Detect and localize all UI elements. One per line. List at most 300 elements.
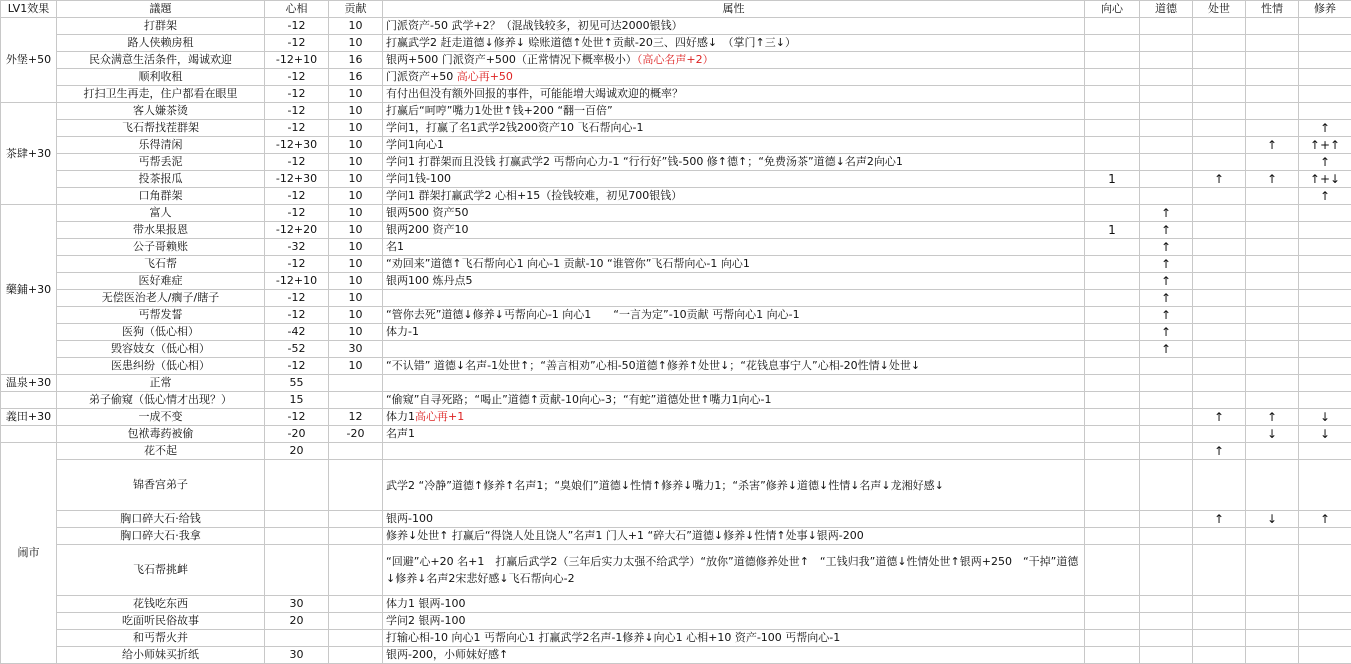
xin-cell: 20 [265, 613, 329, 630]
stat-cell-a5 [1299, 375, 1351, 392]
gx-cell [329, 647, 383, 664]
stat-cell-a4: ↑ [1246, 171, 1299, 188]
stat-cell-a2: ↑ [1140, 239, 1193, 256]
attr-cell [383, 154, 1085, 171]
group-cell [1, 392, 57, 409]
xin-cell: -12 [265, 358, 329, 375]
stat-cell-a5: ↓ [1299, 409, 1351, 426]
stat-cell-a2 [1140, 188, 1193, 205]
topic-cell: 路人侠赖房租 [57, 35, 265, 52]
stat-cell-a5: ↑ [1299, 120, 1351, 137]
table-row [1, 137, 1351, 154]
topic-cell: 医患纠纷（低心相） [57, 358, 265, 375]
stat-cell-a2: ↑ [1140, 273, 1193, 290]
stat-cell-a2: ↑ [1140, 290, 1193, 307]
stat-cell-a2 [1140, 613, 1193, 630]
attr-text: 体力1 银两-100 [386, 597, 465, 610]
gx-cell [329, 511, 383, 528]
stat-cell-a1 [1085, 205, 1140, 222]
attr-cell [383, 392, 1085, 409]
stat-cell-a5 [1299, 18, 1351, 35]
topic-cell: 毁容妓女（低心相） [57, 341, 265, 358]
stat-cell-a5 [1299, 630, 1351, 647]
stat-cell-a1 [1085, 409, 1140, 426]
stat-cell-a2: ↑ [1140, 307, 1193, 324]
stat-cell-a3 [1193, 52, 1246, 69]
stat-cell-a5 [1299, 103, 1351, 120]
stat-cell-a3 [1193, 545, 1246, 596]
stat-cell-a1 [1085, 528, 1140, 545]
stat-cell-a3 [1193, 528, 1246, 545]
topic-cell: 花钱吃东西 [57, 596, 265, 613]
stat-cell-a2 [1140, 35, 1193, 52]
stat-cell-a3 [1193, 120, 1246, 137]
stat-cell-a4 [1246, 613, 1299, 630]
attr-cell [383, 120, 1085, 137]
stat-cell-a2: ↑ [1140, 222, 1193, 239]
stat-cell-a4 [1246, 86, 1299, 103]
gx-cell [329, 375, 383, 392]
table-row [1, 647, 1351, 664]
table-row [1, 545, 1351, 596]
stat-cell-a2: ↑ [1140, 256, 1193, 273]
stat-cell-a5 [1299, 528, 1351, 545]
stat-cell-a3 [1193, 35, 1246, 52]
xin-cell: -12 [265, 307, 329, 324]
attr-text: 银两100 炼丹点5 [386, 274, 473, 287]
stat-cell-a5 [1299, 545, 1351, 596]
stat-cell-a1 [1085, 35, 1140, 52]
stat-cell-a5 [1299, 613, 1351, 630]
gx-cell [329, 630, 383, 647]
topic-cell: 投茶报瓜 [57, 171, 265, 188]
topic-cell: 带水果报恩 [57, 222, 265, 239]
header-a5: 修养 [1299, 1, 1351, 18]
stat-cell-a4 [1246, 647, 1299, 664]
stat-cell-a2: ↑ [1140, 341, 1193, 358]
attr-text: 门派资产+50 [386, 70, 457, 83]
stat-cell-a4: ↑ [1246, 409, 1299, 426]
stat-cell-a1 [1085, 596, 1140, 613]
attr-text: 学问1钱-100 [386, 172, 451, 185]
stat-cell-a3 [1193, 613, 1246, 630]
table-row [1, 324, 1351, 341]
stat-cell-a5: ↑+↓ [1299, 171, 1351, 188]
stat-cell-a3 [1193, 290, 1246, 307]
attr-text: 体力-1 [386, 325, 419, 338]
stat-cell-a3 [1193, 358, 1246, 375]
attr-cell [383, 222, 1085, 239]
gx-cell [329, 545, 383, 596]
table-row [1, 375, 1351, 392]
stat-cell-a4 [1246, 290, 1299, 307]
stat-cell-a4 [1246, 375, 1299, 392]
stat-cell-a1 [1085, 341, 1140, 358]
table-row [1, 205, 1351, 222]
xin-cell: -12 [265, 69, 329, 86]
gx-cell: 10 [329, 120, 383, 137]
stat-cell-a5 [1299, 341, 1351, 358]
stat-cell-a1 [1085, 460, 1140, 511]
table-row [1, 69, 1351, 86]
gx-cell: 10 [329, 188, 383, 205]
stat-cell-a3 [1193, 239, 1246, 256]
attr-cell [383, 137, 1085, 154]
stat-cell-a4 [1246, 307, 1299, 324]
gx-cell: 10 [329, 273, 383, 290]
table-row [1, 52, 1351, 69]
table-row [1, 188, 1351, 205]
topic-cell: 和丐帮火并 [57, 630, 265, 647]
xin-cell: -12 [265, 86, 329, 103]
stat-cell-a5: ↓ [1299, 426, 1351, 443]
gx-cell: 10 [329, 137, 383, 154]
stat-cell-a1 [1085, 511, 1140, 528]
stat-cell-a2 [1140, 154, 1193, 171]
header-topic: 議題 [57, 1, 265, 18]
topic-cell: 无偿医治老人/瘸子/瞎子 [57, 290, 265, 307]
attr-cell [383, 273, 1085, 290]
group-cell: 外堡+50 [1, 18, 57, 103]
table-row [1, 256, 1351, 273]
stat-cell-a3 [1193, 154, 1246, 171]
gx-cell: -20 [329, 426, 383, 443]
attr-text: 名声1 [386, 427, 415, 440]
gx-cell: 10 [329, 307, 383, 324]
table-row [1, 273, 1351, 290]
stat-cell-a2 [1140, 103, 1193, 120]
group-cell: 闹市 [1, 443, 57, 664]
topic-cell: 正常 [57, 375, 265, 392]
stat-cell-a5 [1299, 324, 1351, 341]
attr-text: 体力1 [386, 410, 415, 423]
table-row [1, 222, 1351, 239]
stat-cell-a1 [1085, 103, 1140, 120]
xin-cell: -32 [265, 239, 329, 256]
xin-cell: -12 [265, 205, 329, 222]
stat-cell-a1 [1085, 137, 1140, 154]
xin-cell: -12+10 [265, 52, 329, 69]
attr-cell [383, 239, 1085, 256]
attr-cell [383, 290, 1085, 307]
topic-cell: 民众满意生活条件，竭诚欢迎 [57, 52, 265, 69]
stat-cell-a3 [1193, 256, 1246, 273]
header-attr: 属性 [383, 1, 1085, 18]
stat-cell-a3 [1193, 273, 1246, 290]
stat-cell-a2 [1140, 630, 1193, 647]
table-row [1, 18, 1351, 35]
stat-cell-a3 [1193, 630, 1246, 647]
group-cell: 義田+30 [1, 409, 57, 426]
stat-cell-a1 [1085, 545, 1140, 596]
stat-cell-a1: 1 [1085, 171, 1140, 188]
stat-cell-a4 [1246, 324, 1299, 341]
stat-cell-a2 [1140, 52, 1193, 69]
stat-cell-a3 [1193, 596, 1246, 613]
xin-cell: -12 [265, 290, 329, 307]
attr-text: “不认错” 道德↓名声-1处世↑；“善言相劝”心相-50道德↑修养↑处世↓；“花钱息事宁人”心相-20性情↓处世↓ [386, 359, 920, 372]
stat-cell-a4 [1246, 188, 1299, 205]
attr-cell [383, 596, 1085, 613]
gx-cell: 10 [329, 35, 383, 52]
xin-cell: -12 [265, 120, 329, 137]
stat-cell-a5: ↑+↑ [1299, 137, 1351, 154]
xin-cell: 20 [265, 443, 329, 460]
stat-cell-a1 [1085, 256, 1140, 273]
stat-cell-a3 [1193, 188, 1246, 205]
stat-cell-a4 [1246, 154, 1299, 171]
attr-cell [383, 35, 1085, 52]
header-a2: 道德 [1140, 1, 1193, 18]
table-row [1, 443, 1351, 460]
attr-text: 修养↓处世↑ 打赢后“得饶人处且饶人”名声1 门人+1 “碎大石”道德↓修养↓性情↑处事↓银两-200 [386, 529, 864, 542]
stat-cell-a3: ↑ [1193, 171, 1246, 188]
stat-cell-a2 [1140, 426, 1193, 443]
attr-cell [383, 358, 1085, 375]
table-body [1, 18, 1351, 664]
stat-cell-a4: ↓ [1246, 426, 1299, 443]
stat-cell-a1 [1085, 324, 1140, 341]
xin-cell: -12 [265, 18, 329, 35]
stat-cell-a3 [1193, 324, 1246, 341]
stat-cell-a3 [1193, 426, 1246, 443]
stat-cell-a4: ↓ [1246, 511, 1299, 528]
stat-cell-a5 [1299, 596, 1351, 613]
gx-cell: 10 [329, 358, 383, 375]
xin-cell: -12+30 [265, 137, 329, 154]
header-xin: 心相 [265, 1, 329, 18]
attr-cell [383, 528, 1085, 545]
stat-cell-a5 [1299, 222, 1351, 239]
attr-text: “管你去死”道德↓修养↓丐帮向心-1 向心1 “一言为定”-10贡献 丐帮向心1 向心-1 [386, 308, 800, 321]
stat-cell-a3 [1193, 205, 1246, 222]
header-gx: 贡献 [329, 1, 383, 18]
stat-cell-a2 [1140, 137, 1193, 154]
stat-cell-a1 [1085, 392, 1140, 409]
group-cell [1, 426, 57, 443]
attr-cell [383, 460, 1085, 511]
stat-cell-a5: ↑ [1299, 154, 1351, 171]
stat-cell-a4 [1246, 120, 1299, 137]
gx-cell: 12 [329, 409, 383, 426]
stat-cell-a3 [1193, 341, 1246, 358]
stat-cell-a4 [1246, 103, 1299, 120]
stat-cell-a5 [1299, 86, 1351, 103]
stat-cell-a3 [1193, 137, 1246, 154]
stat-cell-a5 [1299, 358, 1351, 375]
stat-cell-a2 [1140, 647, 1193, 664]
attr-text: 学问1向心1 [386, 138, 444, 151]
stat-cell-a5: ↑ [1299, 511, 1351, 528]
stat-cell-a2 [1140, 358, 1193, 375]
stat-cell-a5 [1299, 205, 1351, 222]
gx-cell [329, 392, 383, 409]
stat-cell-a3 [1193, 307, 1246, 324]
stat-cell-a3 [1193, 86, 1246, 103]
gx-cell [329, 443, 383, 460]
xin-cell: -12 [265, 188, 329, 205]
stat-cell-a2 [1140, 443, 1193, 460]
stat-cell-a4 [1246, 18, 1299, 35]
gx-cell [329, 460, 383, 511]
stat-cell-a1 [1085, 18, 1140, 35]
stat-cell-a1 [1085, 443, 1140, 460]
attr-cell [383, 324, 1085, 341]
stat-cell-a5: ↑ [1299, 188, 1351, 205]
stat-cell-a2: ↑ [1140, 205, 1193, 222]
topic-cell: 顺利收租 [57, 69, 265, 86]
stat-cell-a4 [1246, 35, 1299, 52]
xin-cell: 15 [265, 392, 329, 409]
header-row [1, 1, 1351, 18]
attr-cell [383, 307, 1085, 324]
stat-cell-a1 [1085, 69, 1140, 86]
stat-cell-a1 [1085, 358, 1140, 375]
topic-cell: 公子哥赖账 [57, 239, 265, 256]
xin-cell [265, 511, 329, 528]
stat-cell-a3 [1193, 392, 1246, 409]
table-row [1, 511, 1351, 528]
attr-text: “偷窥”自寻死路；“喝止”道德↑贡献-10向心-3；“有蛇”道德处世↑嘴力1向心-1 [386, 393, 772, 406]
table-row [1, 409, 1351, 426]
stat-cell-a1 [1085, 154, 1140, 171]
stat-cell-a4 [1246, 392, 1299, 409]
stat-cell-a3 [1193, 647, 1246, 664]
gx-cell: 16 [329, 52, 383, 69]
stat-cell-a5 [1299, 69, 1351, 86]
attr-highlight: 高心再+1 [415, 410, 464, 423]
stat-cell-a1 [1085, 273, 1140, 290]
xin-cell: -12 [265, 154, 329, 171]
stat-cell-a3: ↑ [1193, 511, 1246, 528]
attr-cell [383, 188, 1085, 205]
attr-text: 学问2 银两-100 [386, 614, 465, 627]
attr-highlight: 高心再+50 [457, 70, 513, 83]
stat-cell-a4 [1246, 358, 1299, 375]
attr-text: 银两-200，小师妹好感↑ [386, 648, 508, 661]
table-row [1, 239, 1351, 256]
topic-cell: 乐得清闲 [57, 137, 265, 154]
topic-cell: 胸口碎大石·给钱 [57, 511, 265, 528]
stat-cell-a5 [1299, 392, 1351, 409]
table-row [1, 460, 1351, 511]
stat-cell-a4 [1246, 443, 1299, 460]
group-cell: 藥鋪+30 [1, 205, 57, 375]
topic-cell: 胸口碎大石·我拿 [57, 528, 265, 545]
stat-cell-a5 [1299, 443, 1351, 460]
stat-cell-a2 [1140, 460, 1193, 511]
topic-cell: 打扫卫生再走，住户都看在眼里 [57, 86, 265, 103]
stat-cell-a2 [1140, 86, 1193, 103]
attr-cell [383, 171, 1085, 188]
table-row [1, 596, 1351, 613]
gx-cell: 10 [329, 239, 383, 256]
group-cell: 茶肆+30 [1, 103, 57, 205]
header-a1: 向心 [1085, 1, 1140, 18]
group-cell: 温泉+30 [1, 375, 57, 392]
xin-cell: 55 [265, 375, 329, 392]
stat-cell-a4: ↑ [1246, 137, 1299, 154]
attr-cell [383, 86, 1085, 103]
topic-cell: 丐帮丢泥 [57, 154, 265, 171]
stat-cell-a4 [1246, 69, 1299, 86]
topic-cell: 飞石帮 [57, 256, 265, 273]
stat-cell-a1 [1085, 239, 1140, 256]
stat-cell-a4 [1246, 205, 1299, 222]
stat-cell-a4 [1246, 460, 1299, 511]
xin-cell [265, 545, 329, 596]
stat-cell-a4 [1246, 528, 1299, 545]
gx-cell [329, 596, 383, 613]
stat-cell-a2: ↑ [1140, 324, 1193, 341]
topic-cell: 医狗（低心相） [57, 324, 265, 341]
topic-cell: 包袱毒药被偷 [57, 426, 265, 443]
stat-cell-a1 [1085, 647, 1140, 664]
attr-cell [383, 426, 1085, 443]
topic-cell: 飞石帮找茬群架 [57, 120, 265, 137]
xin-cell: -12 [265, 409, 329, 426]
table-row [1, 392, 1351, 409]
stat-cell-a4 [1246, 596, 1299, 613]
xin-cell [265, 528, 329, 545]
topic-cell: 客人嫌茶烫 [57, 103, 265, 120]
stat-cell-a1 [1085, 307, 1140, 324]
table-row [1, 290, 1351, 307]
gx-cell: 10 [329, 18, 383, 35]
xin-cell: -12+30 [265, 171, 329, 188]
attr-text: 名1 [386, 240, 404, 253]
stat-cell-a5 [1299, 460, 1351, 511]
stat-cell-a5 [1299, 239, 1351, 256]
attr-cell [383, 52, 1085, 69]
stat-cell-a3 [1193, 375, 1246, 392]
xin-cell: -12+20 [265, 222, 329, 239]
xin-cell: -12 [265, 35, 329, 52]
attr-text: 学问1 群架打赢武学2 心相+15（捡钱较难，初见700银钱） [386, 189, 682, 202]
stat-cell-a5 [1299, 647, 1351, 664]
xin-cell: -12 [265, 103, 329, 120]
attr-cell [383, 443, 1085, 460]
attr-text: 有付出但没有额外回报的事件，可能能增大竭诚欢迎的概率？ [386, 87, 683, 100]
attr-cell [383, 647, 1085, 664]
stat-cell-a2 [1140, 392, 1193, 409]
attr-text: 银两500 资产50 [386, 206, 469, 219]
stat-cell-a5 [1299, 52, 1351, 69]
gx-cell: 10 [329, 324, 383, 341]
xin-cell [265, 630, 329, 647]
topic-cell: 打群架 [57, 18, 265, 35]
header-a4: 性情 [1246, 1, 1299, 18]
table-row [1, 35, 1351, 52]
stat-cell-a3 [1193, 222, 1246, 239]
attr-cell [383, 18, 1085, 35]
attr-text: 打输心相-10 向心1 丐帮向心1 打赢武学2名声-1修养↓向心1 心相+10 资产-100 丐帮向心-1 [386, 631, 840, 644]
attr-text: 银两200 资产10 [386, 223, 469, 236]
stat-cell-a1 [1085, 375, 1140, 392]
topic-cell: 飞石帮挑衅 [57, 545, 265, 596]
stat-cell-a1 [1085, 426, 1140, 443]
attr-text: 门派资产-50 武学+2？（混战钱较多，初见可达2000银钱） [386, 19, 683, 32]
stat-cell-a2 [1140, 18, 1193, 35]
attr-text: 打赢后“呵哼”嘴力1处世↑钱+200 “翻一百倍” [386, 104, 613, 117]
attr-cell [383, 103, 1085, 120]
gx-cell [329, 613, 383, 630]
attr-text: “回避”心+20 名+1 打赢后武学2（三年后实力太强不给武学）“放你”道德修养处世↑ “工钱归我”道德↓性情处世↑银两+250 “干掉”道德↓修养↓名声2宋悲好感↓飞石帮向心-2 [386, 555, 1078, 585]
stat-cell-a3 [1193, 18, 1246, 35]
stat-cell-a5 [1299, 256, 1351, 273]
gx-cell: 10 [329, 86, 383, 103]
stat-cell-a1 [1085, 188, 1140, 205]
